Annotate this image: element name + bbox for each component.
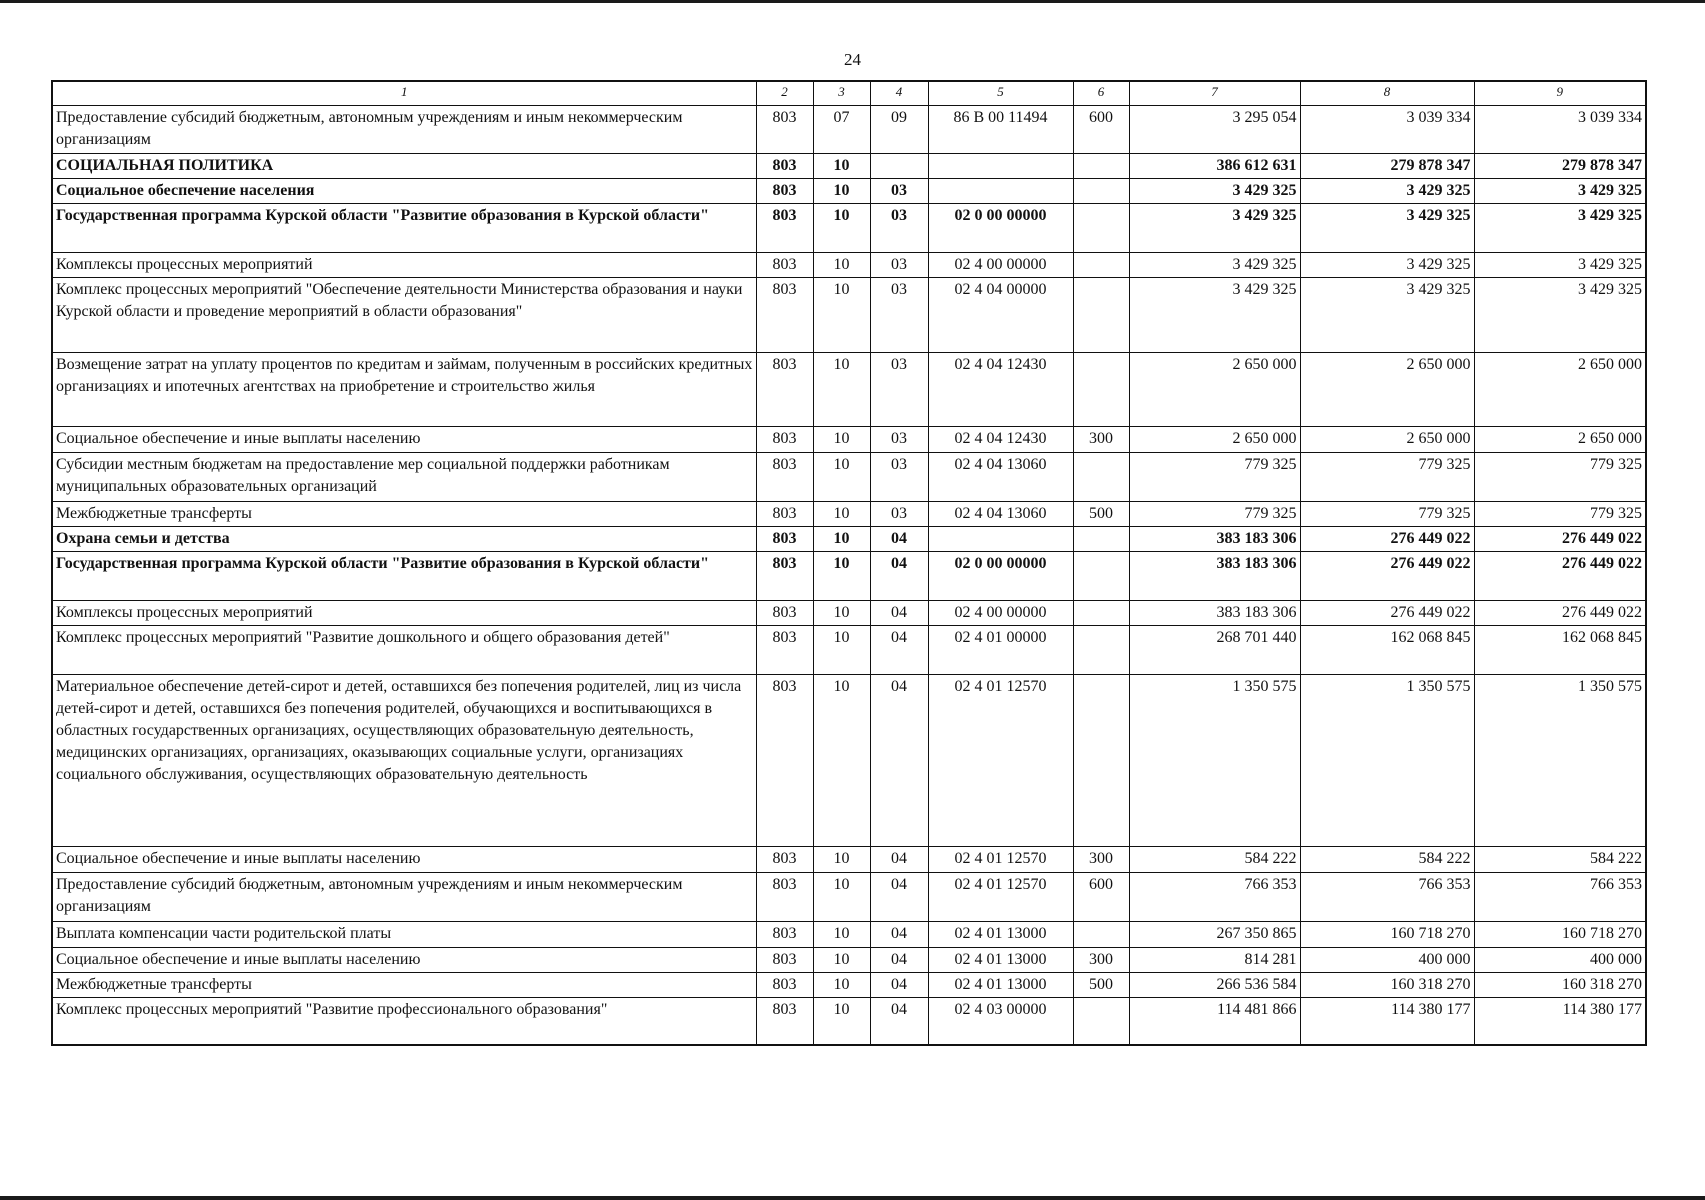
- target-article-cell: 02 4 01 12570: [928, 674, 1073, 846]
- table-row: [52, 625, 1646, 674]
- amount-year2-cell: 3 429 325: [1300, 277, 1474, 352]
- expense-type-cell: [1073, 277, 1129, 352]
- table-body: [52, 81, 1646, 1045]
- expense-type-cell: [1073, 352, 1129, 426]
- amount-year2-cell: 276 449 022: [1300, 551, 1474, 600]
- target-article-cell: 02 4 01 13000: [928, 947, 1073, 972]
- ministry-code-cell: 803: [756, 352, 813, 426]
- item-name-cell: Комплексы процессных мероприятий: [52, 600, 756, 625]
- table-row: [52, 352, 1646, 426]
- target-article-cell: 02 4 03 00000: [928, 997, 1073, 1045]
- section-code-cell: 10: [813, 426, 870, 452]
- amount-year1-cell: 779 325: [1129, 452, 1300, 501]
- budget-table: [51, 80, 1647, 1046]
- amount-year3-cell: 584 222: [1474, 846, 1646, 872]
- table-row: [52, 997, 1646, 1045]
- section-code-cell: 10: [813, 452, 870, 501]
- target-article-cell: 02 4 01 13000: [928, 972, 1073, 997]
- target-article-cell: 02 4 01 12570: [928, 872, 1073, 921]
- target-article-cell: 02 0 00 00000: [928, 203, 1073, 252]
- item-name-cell: Охрана семьи и детства: [52, 526, 756, 551]
- amount-year3-cell: 276 449 022: [1474, 551, 1646, 600]
- amount-year3-cell: 279 878 347: [1474, 153, 1646, 178]
- amount-year2-cell: 276 449 022: [1300, 600, 1474, 625]
- header-cell: 1: [52, 81, 756, 105]
- item-name-cell: Социальное обеспечение и иные выплаты населению: [52, 846, 756, 872]
- item-name-cell: Комплекс процессных мероприятий "Обеспечение деятельности Министерства образования и науки Курской области и проведение мероприятий в области образования": [52, 277, 756, 352]
- expense-type-cell: [1073, 997, 1129, 1045]
- table-row: [52, 153, 1646, 178]
- subsection-code-cell: 04: [870, 600, 928, 625]
- item-name-cell: Выплата компенсации части родительской платы: [52, 921, 756, 947]
- amount-year3-cell: 766 353: [1474, 872, 1646, 921]
- header-cell: 6: [1073, 81, 1129, 105]
- amount-year3-cell: 779 325: [1474, 452, 1646, 501]
- item-name-cell: Социальное обеспечение населения: [52, 178, 756, 203]
- scan-border-bottom: [0, 1196, 1705, 1200]
- amount-year3-cell: 3 429 325: [1474, 203, 1646, 252]
- amount-year3-cell: 3 039 334: [1474, 105, 1646, 153]
- section-code-cell: 10: [813, 526, 870, 551]
- table-row: [52, 947, 1646, 972]
- item-name-cell: Межбюджетные трансферты: [52, 501, 756, 526]
- section-code-cell: 10: [813, 203, 870, 252]
- header-cell: 3: [813, 81, 870, 105]
- amount-year2-cell: 279 878 347: [1300, 153, 1474, 178]
- amount-year2-cell: 3 429 325: [1300, 203, 1474, 252]
- target-article-cell: 02 4 00 00000: [928, 600, 1073, 625]
- section-code-cell: 10: [813, 972, 870, 997]
- expense-type-cell: 300: [1073, 846, 1129, 872]
- amount-year3-cell: 114 380 177: [1474, 997, 1646, 1045]
- ministry-code-cell: 803: [756, 846, 813, 872]
- ministry-code-cell: 803: [756, 426, 813, 452]
- target-article-cell: 02 4 04 13060: [928, 452, 1073, 501]
- item-name-cell: Социальное обеспечение и иные выплаты населению: [52, 947, 756, 972]
- amount-year2-cell: 276 449 022: [1300, 526, 1474, 551]
- table-row: [52, 452, 1646, 501]
- table-row: [52, 551, 1646, 600]
- amount-year1-cell: 267 350 865: [1129, 921, 1300, 947]
- item-name-cell: Межбюджетные трансферты: [52, 972, 756, 997]
- ministry-code-cell: 803: [756, 452, 813, 501]
- section-code-cell: 10: [813, 947, 870, 972]
- amount-year2-cell: 766 353: [1300, 872, 1474, 921]
- amount-year2-cell: 1 350 575: [1300, 674, 1474, 846]
- table-row: [52, 178, 1646, 203]
- target-article-cell: 02 4 01 12570: [928, 846, 1073, 872]
- amount-year1-cell: 383 183 306: [1129, 600, 1300, 625]
- ministry-code-cell: 803: [756, 105, 813, 153]
- expense-type-cell: [1073, 178, 1129, 203]
- item-name-cell: Социальное обеспечение и иные выплаты населению: [52, 426, 756, 452]
- amount-year3-cell: 276 449 022: [1474, 600, 1646, 625]
- amount-year3-cell: 162 068 845: [1474, 625, 1646, 674]
- subsection-code-cell: 03: [870, 452, 928, 501]
- table-row: [52, 872, 1646, 921]
- ministry-code-cell: 803: [756, 277, 813, 352]
- target-article-cell: 02 0 00 00000: [928, 551, 1073, 600]
- scan-border-top: [0, 0, 1705, 3]
- subsection-code-cell: 04: [870, 997, 928, 1045]
- target-article-cell: 02 4 01 00000: [928, 625, 1073, 674]
- ministry-code-cell: 803: [756, 674, 813, 846]
- expense-type-cell: 500: [1073, 501, 1129, 526]
- item-name-cell: Комплексы процессных мероприятий: [52, 252, 756, 277]
- table-row: [52, 277, 1646, 352]
- item-name-cell: Государственная программа Курской области "Развитие образования в Курской области": [52, 203, 756, 252]
- table-row: [52, 105, 1646, 153]
- subsection-code-cell: 03: [870, 501, 928, 526]
- amount-year3-cell: 2 650 000: [1474, 426, 1646, 452]
- table-row: [52, 674, 1646, 846]
- subsection-code-cell: [870, 153, 928, 178]
- ministry-code-cell: 803: [756, 600, 813, 625]
- item-name-cell: Комплекс процессных мероприятий "Развитие дошкольного и общего образования детей": [52, 625, 756, 674]
- subsection-code-cell: 04: [870, 947, 928, 972]
- target-article-cell: 02 4 04 12430: [928, 352, 1073, 426]
- subsection-code-cell: 03: [870, 203, 928, 252]
- target-article-cell: 02 4 04 12430: [928, 426, 1073, 452]
- table-row: [52, 426, 1646, 452]
- section-code-cell: 10: [813, 997, 870, 1045]
- amount-year1-cell: 3 429 325: [1129, 277, 1300, 352]
- amount-year2-cell: 3 429 325: [1300, 178, 1474, 203]
- expense-type-cell: [1073, 921, 1129, 947]
- target-article-cell: 02 4 04 00000: [928, 277, 1073, 352]
- table-row: [52, 921, 1646, 947]
- amount-year2-cell: 160 318 270: [1300, 972, 1474, 997]
- ministry-code-cell: 803: [756, 526, 813, 551]
- expense-type-cell: [1073, 526, 1129, 551]
- amount-year2-cell: 400 000: [1300, 947, 1474, 972]
- amount-year1-cell: 1 350 575: [1129, 674, 1300, 846]
- amount-year3-cell: 3 429 325: [1474, 252, 1646, 277]
- subsection-code-cell: 04: [870, 972, 928, 997]
- section-code-cell: 10: [813, 872, 870, 921]
- header-cell: 9: [1474, 81, 1646, 105]
- item-name-cell: Материальное обеспечение детей-сирот и детей, оставшихся без попечения родителей, лиц из числа детей-сирот и детей, оставшихся без попечения родителей, обучающихся и воспитывающихся в областных государственных организациях, осуществляющих образовательную деятельность, медицинских организациях, организациях, оказывающих социальные услуги, организациях социального обслуживания, осуществляющих образовательную деятельность: [52, 674, 756, 846]
- amount-year2-cell: 584 222: [1300, 846, 1474, 872]
- table-row: [52, 846, 1646, 872]
- amount-year1-cell: 3 429 325: [1129, 252, 1300, 277]
- item-name-cell: Субсидии местным бюджетам на предоставление мер социальной поддержки работникам муниципальных образовательных организаций: [52, 452, 756, 501]
- ministry-code-cell: 803: [756, 921, 813, 947]
- amount-year1-cell: 779 325: [1129, 501, 1300, 526]
- header-cell: 2: [756, 81, 813, 105]
- ministry-code-cell: 803: [756, 153, 813, 178]
- amount-year3-cell: 779 325: [1474, 501, 1646, 526]
- target-article-cell: 02 4 01 13000: [928, 921, 1073, 947]
- expense-type-cell: [1073, 625, 1129, 674]
- section-code-cell: 10: [813, 625, 870, 674]
- amount-year2-cell: 3 039 334: [1300, 105, 1474, 153]
- subsection-code-cell: 03: [870, 352, 928, 426]
- amount-year3-cell: 3 429 325: [1474, 178, 1646, 203]
- subsection-code-cell: 04: [870, 551, 928, 600]
- section-code-cell: 10: [813, 153, 870, 178]
- subsection-code-cell: 04: [870, 674, 928, 846]
- header-cell: 8: [1300, 81, 1474, 105]
- expense-type-cell: [1073, 674, 1129, 846]
- section-code-cell: 10: [813, 352, 870, 426]
- section-code-cell: 10: [813, 277, 870, 352]
- header-cell: 7: [1129, 81, 1300, 105]
- expense-type-cell: 300: [1073, 947, 1129, 972]
- ministry-code-cell: 803: [756, 625, 813, 674]
- table-row: [52, 501, 1646, 526]
- target-article-cell: [928, 153, 1073, 178]
- section-code-cell: 10: [813, 921, 870, 947]
- table-row: [52, 252, 1646, 277]
- amount-year1-cell: 584 222: [1129, 846, 1300, 872]
- ministry-code-cell: 803: [756, 203, 813, 252]
- item-name-cell: Предоставление субсидий бюджетным, автономным учреждениям и иным некоммерческим организациям: [52, 872, 756, 921]
- amount-year3-cell: 276 449 022: [1474, 526, 1646, 551]
- ministry-code-cell: 803: [756, 178, 813, 203]
- subsection-code-cell: 03: [870, 426, 928, 452]
- target-article-cell: [928, 526, 1073, 551]
- item-name-cell: СОЦИАЛЬНАЯ ПОЛИТИКА: [52, 153, 756, 178]
- amount-year1-cell: 386 612 631: [1129, 153, 1300, 178]
- amount-year1-cell: 268 701 440: [1129, 625, 1300, 674]
- column-number-row: [52, 81, 1646, 105]
- section-code-cell: 10: [813, 600, 870, 625]
- expense-type-cell: [1073, 600, 1129, 625]
- expense-type-cell: 600: [1073, 105, 1129, 153]
- amount-year3-cell: 2 650 000: [1474, 352, 1646, 426]
- page-number: 24: [844, 50, 861, 69]
- amount-year2-cell: 3 429 325: [1300, 252, 1474, 277]
- header-cell: 4: [870, 81, 928, 105]
- header-cell: 5: [928, 81, 1073, 105]
- item-name-cell: Возмещение затрат на уплату процентов по кредитам и займам, полученным в российских кредитных организациях и ипотечных агентствах на приобретение и строительство жилья: [52, 352, 756, 426]
- amount-year3-cell: 1 350 575: [1474, 674, 1646, 846]
- amount-year1-cell: 814 281: [1129, 947, 1300, 972]
- section-code-cell: 10: [813, 252, 870, 277]
- amount-year2-cell: 779 325: [1300, 501, 1474, 526]
- ministry-code-cell: 803: [756, 997, 813, 1045]
- amount-year1-cell: 3 429 325: [1129, 203, 1300, 252]
- expense-type-cell: 500: [1073, 972, 1129, 997]
- amount-year1-cell: 766 353: [1129, 872, 1300, 921]
- amount-year2-cell: 160 718 270: [1300, 921, 1474, 947]
- amount-year1-cell: 3 295 054: [1129, 105, 1300, 153]
- expense-type-cell: [1073, 452, 1129, 501]
- ministry-code-cell: 803: [756, 947, 813, 972]
- table-row: [52, 526, 1646, 551]
- amount-year1-cell: 3 429 325: [1129, 178, 1300, 203]
- amount-year2-cell: 114 380 177: [1300, 997, 1474, 1045]
- subsection-code-cell: 04: [870, 921, 928, 947]
- amount-year3-cell: 3 429 325: [1474, 277, 1646, 352]
- subsection-code-cell: 04: [870, 526, 928, 551]
- target-article-cell: 02 4 00 00000: [928, 252, 1073, 277]
- expense-type-cell: 300: [1073, 426, 1129, 452]
- subsection-code-cell: 04: [870, 846, 928, 872]
- amount-year3-cell: 160 318 270: [1474, 972, 1646, 997]
- section-code-cell: 10: [813, 501, 870, 526]
- expense-type-cell: [1073, 252, 1129, 277]
- amount-year1-cell: 383 183 306: [1129, 526, 1300, 551]
- item-name-cell: Государственная программа Курской области "Развитие образования в Курской области": [52, 551, 756, 600]
- table-row: [52, 203, 1646, 252]
- subsection-code-cell: 03: [870, 277, 928, 352]
- target-article-cell: 86 В 00 11494: [928, 105, 1073, 153]
- subsection-code-cell: 03: [870, 252, 928, 277]
- subsection-code-cell: 03: [870, 178, 928, 203]
- amount-year1-cell: 114 481 866: [1129, 997, 1300, 1045]
- expense-type-cell: [1073, 153, 1129, 178]
- ministry-code-cell: 803: [756, 872, 813, 921]
- ministry-code-cell: 803: [756, 501, 813, 526]
- expense-type-cell: [1073, 551, 1129, 600]
- section-code-cell: 10: [813, 674, 870, 846]
- item-name-cell: Комплекс процессных мероприятий "Развитие профессионального образования": [52, 997, 756, 1045]
- table-row: [52, 972, 1646, 997]
- amount-year3-cell: 400 000: [1474, 947, 1646, 972]
- amount-year2-cell: 2 650 000: [1300, 352, 1474, 426]
- section-code-cell: 07: [813, 105, 870, 153]
- target-article-cell: [928, 178, 1073, 203]
- amount-year2-cell: 162 068 845: [1300, 625, 1474, 674]
- section-code-cell: 10: [813, 178, 870, 203]
- ministry-code-cell: 803: [756, 252, 813, 277]
- section-code-cell: 10: [813, 551, 870, 600]
- ministry-code-cell: 803: [756, 972, 813, 997]
- amount-year1-cell: 2 650 000: [1129, 352, 1300, 426]
- ministry-code-cell: 803: [756, 551, 813, 600]
- target-article-cell: 02 4 04 13060: [928, 501, 1073, 526]
- amount-year2-cell: 779 325: [1300, 452, 1474, 501]
- expense-type-cell: [1073, 203, 1129, 252]
- amount-year1-cell: 266 536 584: [1129, 972, 1300, 997]
- subsection-code-cell: 04: [870, 872, 928, 921]
- table-row: [52, 600, 1646, 625]
- item-name-cell: Предоставление субсидий бюджетным, автономным учреждениям и иным некоммерческим организациям: [52, 105, 756, 153]
- amount-year2-cell: 2 650 000: [1300, 426, 1474, 452]
- expense-type-cell: 600: [1073, 872, 1129, 921]
- amount-year1-cell: 383 183 306: [1129, 551, 1300, 600]
- amount-year1-cell: 2 650 000: [1129, 426, 1300, 452]
- amount-year3-cell: 160 718 270: [1474, 921, 1646, 947]
- subsection-code-cell: 04: [870, 625, 928, 674]
- subsection-code-cell: 09: [870, 105, 928, 153]
- section-code-cell: 10: [813, 846, 870, 872]
